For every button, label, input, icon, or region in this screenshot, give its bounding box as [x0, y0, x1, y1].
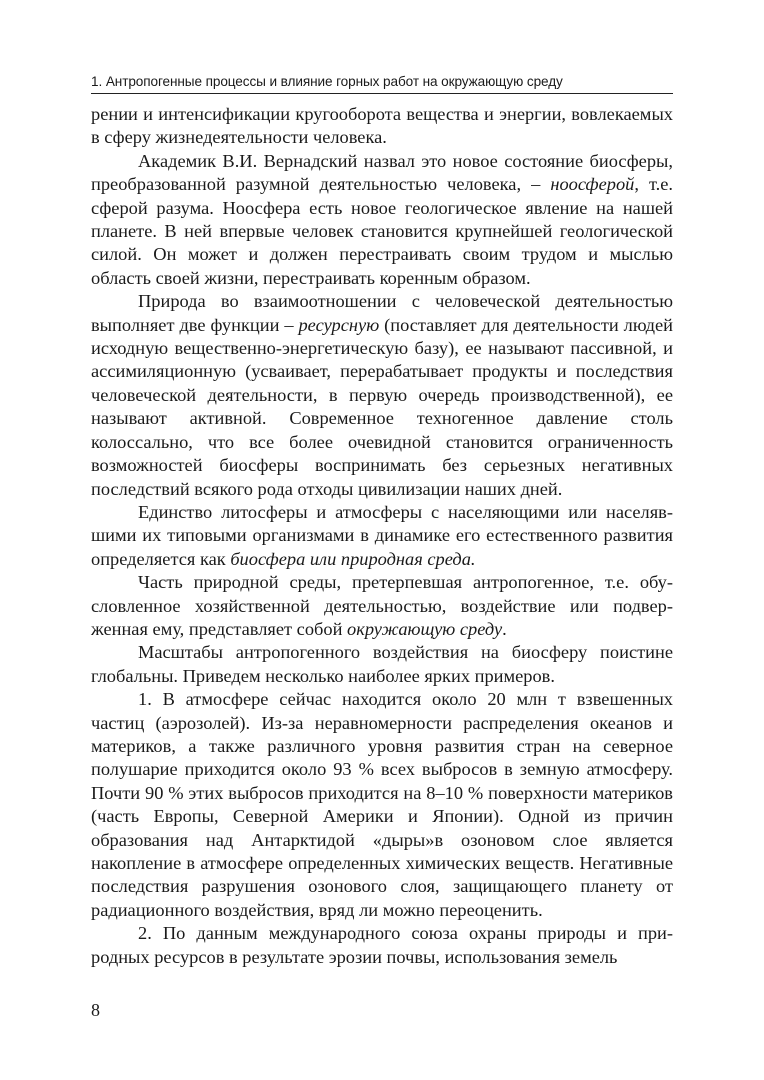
- text-run: Единство литосферы и атмосферы с населяющими или населявшими их типовыми организмами в динамике его естественного развития определяется как: [91, 501, 673, 569]
- body-text: [91, 103, 673, 969]
- emphasized-term: ресурсную: [298, 314, 380, 335]
- paragraph: [91, 290, 673, 501]
- text-run: , т.е. сферой разума. Ноосфера есть новое геологическое явление на нашей планете. В ней впервые человек становится крупнейшей геологической силой. Он может и должен перестраивать своим трудом и мыслью область своей жизни, перестраивать коренным образом.: [91, 174, 673, 288]
- emphasized-term: биосфера или природная среда.: [230, 548, 476, 569]
- text-run: Природа во взаимоотношении с человеческой деятельностью выполняет две функции –: [91, 291, 673, 335]
- paragraph: [91, 571, 673, 641]
- running-header: 1. Антропогенные процессы и влияние горных работ на окружающую среду: [91, 74, 563, 89]
- text-run: Академик В.И. Вернадский назвал это новое состояние биосферы, преобразованной разумной деятельностью человека, –: [91, 150, 673, 195]
- list-paragraph: [91, 688, 673, 922]
- header-rule: [91, 93, 673, 94]
- text-run: (поставляет для деятельности людей исходную вещественно-энергетическую базу), ее называют пассивной, и ассимиляционную (усваивает, перерабатывает продукты и последствия человеческой деятельности, в первую очередь производственной), ее называют активной. Современное техногенное давление столь колоссально, что все более очевидной становится ограниченность возможностей биосферы воспринимать без серьезных негативных последствий всякого рода отходы цивилизации наших дней.: [91, 314, 673, 499]
- paragraph: [91, 150, 673, 290]
- text-run: 2. По данным международного союза охраны природы и природных ресурсов в результате эрозии почвы, использования земель: [91, 923, 673, 967]
- text-run: Масштабы антропогенного воздействия на биосферу поистине глобальны. Приведем несколько наиболее ярких примеров.: [91, 642, 673, 686]
- emphasized-term: ноосферой: [550, 174, 635, 195]
- text-run: 1. В атмосфере сейчас находится около 20 млн т взвешенных частиц (аэрозолей). Из-за неравномерности распределения океанов и материков, а также различного уровня развития стран на северное полушарие приходится около 93 % всех выбросов в земную атмосферу. Почти 90 % этих выбросов приходится на 8–10 % поверхности материков (часть Европы, Северной Америки и Японии). Одной из причин образования над Антарктидой «дыры»в озоновом слое является накопление в атмосфере определенных химических веществ. Негативные последствия разрушения озонового слоя, защищающего планету от радиационного воздействия, вряд ли можно переоценить.: [91, 689, 673, 920]
- paragraph: [91, 641, 673, 688]
- paragraph: [91, 501, 673, 571]
- list-paragraph: [91, 922, 673, 969]
- text-run: Часть природной среды, претерпевшая антропогенное, т.е. обусловленное хозяйственной деятельностью, воздействие или подверженная ему, представляет собой: [91, 572, 673, 639]
- page-number: 8: [91, 1000, 100, 1020]
- emphasized-term: окружающую среду: [347, 618, 503, 639]
- text-run: .: [502, 618, 507, 639]
- paragraph: [91, 103, 673, 150]
- text-run: рении и интенсификации кругооборота вещества и энергии, вовлекаемых в сферу жизнедеятельности человека.: [91, 104, 673, 148]
